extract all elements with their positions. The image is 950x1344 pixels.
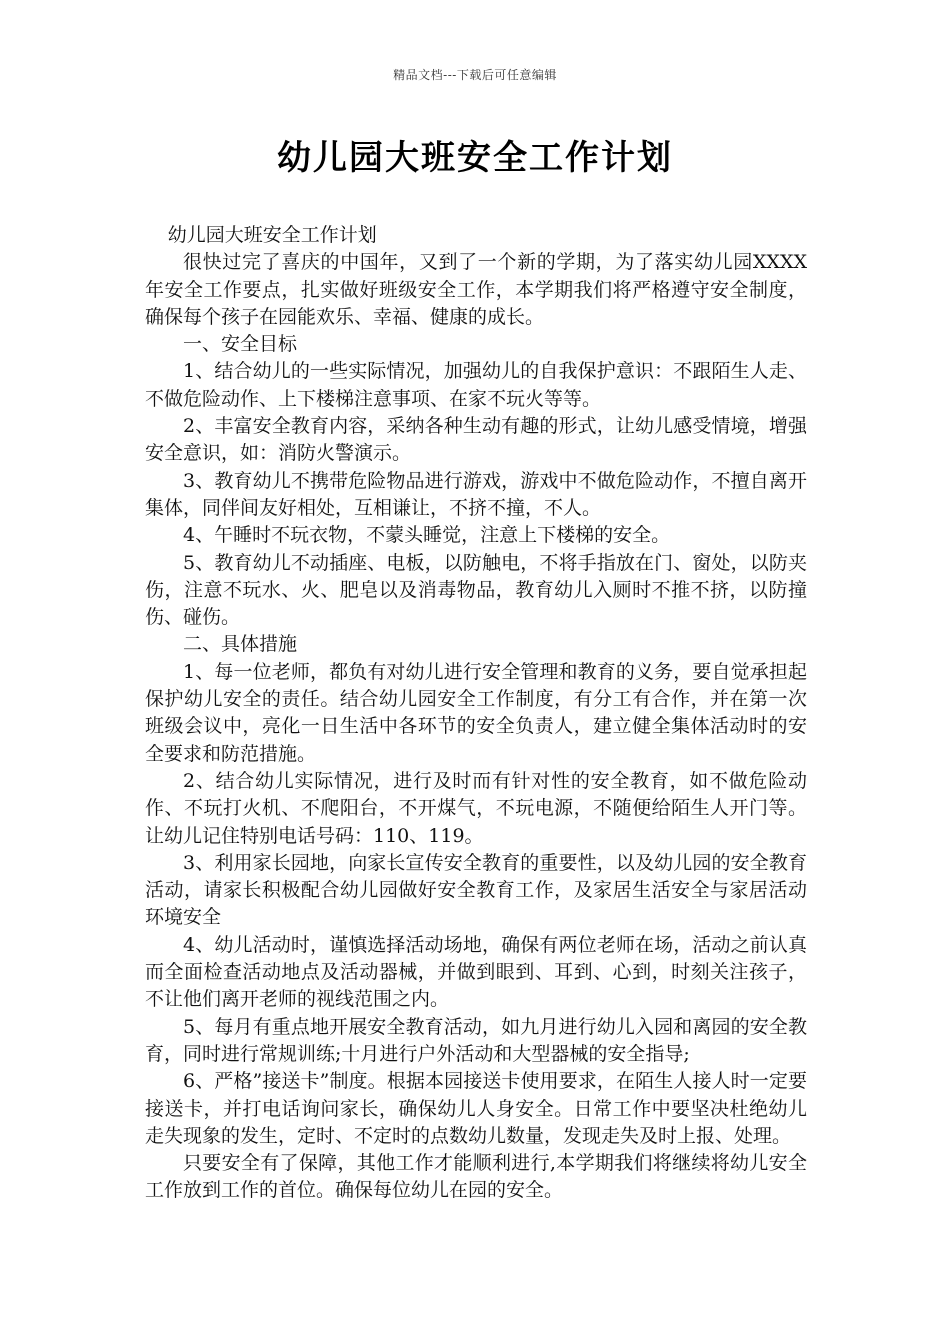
paragraph: 1、每一位老师，都负有对幼儿进行安全管理和教育的义务，要自觉承担起保护幼儿安全的责任。结合幼儿园安全工作制度，有分工有合作，并在第一次班级会议中，亮化一日生活中各环节的安全负责人，建立健全集体活动时的安全要求和防范措施。 bbox=[145, 660, 807, 765]
document-subtitle: 幼儿园大班安全工作计划 bbox=[167, 224, 377, 246]
paragraph: 4、幼儿活动时，谨慎选择活动场地，确保有两位老师在场，活动之前认真而全面检查活动地点及活动器械，并做到眼到、耳到、心到，时刻关注孩子，不让他们离开老师的视线范围之内。 bbox=[145, 933, 807, 1011]
paragraph: 3、利用家长园地，向家长宣传安全教育的重要性，以及幼儿园的安全教育活动，请家长积极配合幼儿园做好安全教育工作，及家居生活安全与家居活动环境安全 bbox=[145, 851, 807, 929]
section-heading-goals: 一、安全目标 bbox=[183, 333, 298, 356]
paragraph: 4、午睡时不玩衣物，不蒙头睡觉，注意上下楼梯的安全。 bbox=[183, 524, 671, 547]
paragraph: 2、结合幼儿实际情况，进行及时而有针对性的安全教育，如不做危险动作、不玩打火机、不爬阳台，不开煤气，不玩电源，不随便给陌生人开门等。让幼儿记住特别电话号码：110、119。 bbox=[145, 769, 807, 847]
document-body bbox=[145, 222, 807, 1205]
page-title: 幼儿园大班安全工作计划 bbox=[277, 138, 673, 178]
section-heading-measures: 二、具体措施 bbox=[183, 633, 298, 656]
paragraph: 2、丰富安全教育内容，采纳各种生动有趣的形式，让幼儿感受情境，增强安全意识，如：消防火警演示。 bbox=[145, 415, 807, 465]
closing-paragraph: 只要安全有了保障，其他工作才能顺利进行,本学期我们将继续将幼儿安全工作放到工作的首位。确保每位幼儿在园的安全。 bbox=[145, 1152, 807, 1202]
header-note: 精品文档---下载后可任意编辑 bbox=[393, 68, 557, 82]
paragraph: 5、每月有重点地开展安全教育活动，如九月进行幼儿入园和离园的安全教育，同时进行常规训练;十月进行户外活动和大型器械的安全指导; bbox=[145, 1015, 807, 1065]
paragraph: 3、教育幼儿不携带危险物品进行游戏，游戏中不做危险动作，不擅自离开集体，同伴间友好相处，互相谦让，不挤不撞，不人。 bbox=[145, 469, 807, 519]
paragraph: 1、结合幼儿的一些实际情况，加强幼儿的自我保护意识：不跟陌生人走、不做危险动作、上下楼梯注意事项、在家不玩火等等。 bbox=[145, 360, 807, 410]
paragraph: 很快过完了喜庆的中国年，又到了一个新的学期，为了落实幼儿园XXXX年安全工作要点，扎实做好班级安全工作，本学期我们将严格遵守安全制度，确保每个孩子在园能欢乐、幸福、健康的成长。 bbox=[145, 251, 807, 328]
paragraph: 5、教育幼儿不动插座、电板，以防触电，不将手指放在门、窗处，以防夹伤，注意不玩水、火、肥皂以及消毒物品，教育幼儿入厕时不推不挤，以防撞伤、碰伤。 bbox=[145, 551, 807, 629]
paragraph: 6、严格”接送卡”制度。根据本园接送卡使用要求，在陌生人接人时一定要接送卡，并打电话询问家长，确保幼儿人身安全。日常工作中要坚决杜绝幼儿走失现象的发生，定时、不定时的点数幼儿数量，发现走失及时上报、处理。 bbox=[145, 1070, 807, 1147]
